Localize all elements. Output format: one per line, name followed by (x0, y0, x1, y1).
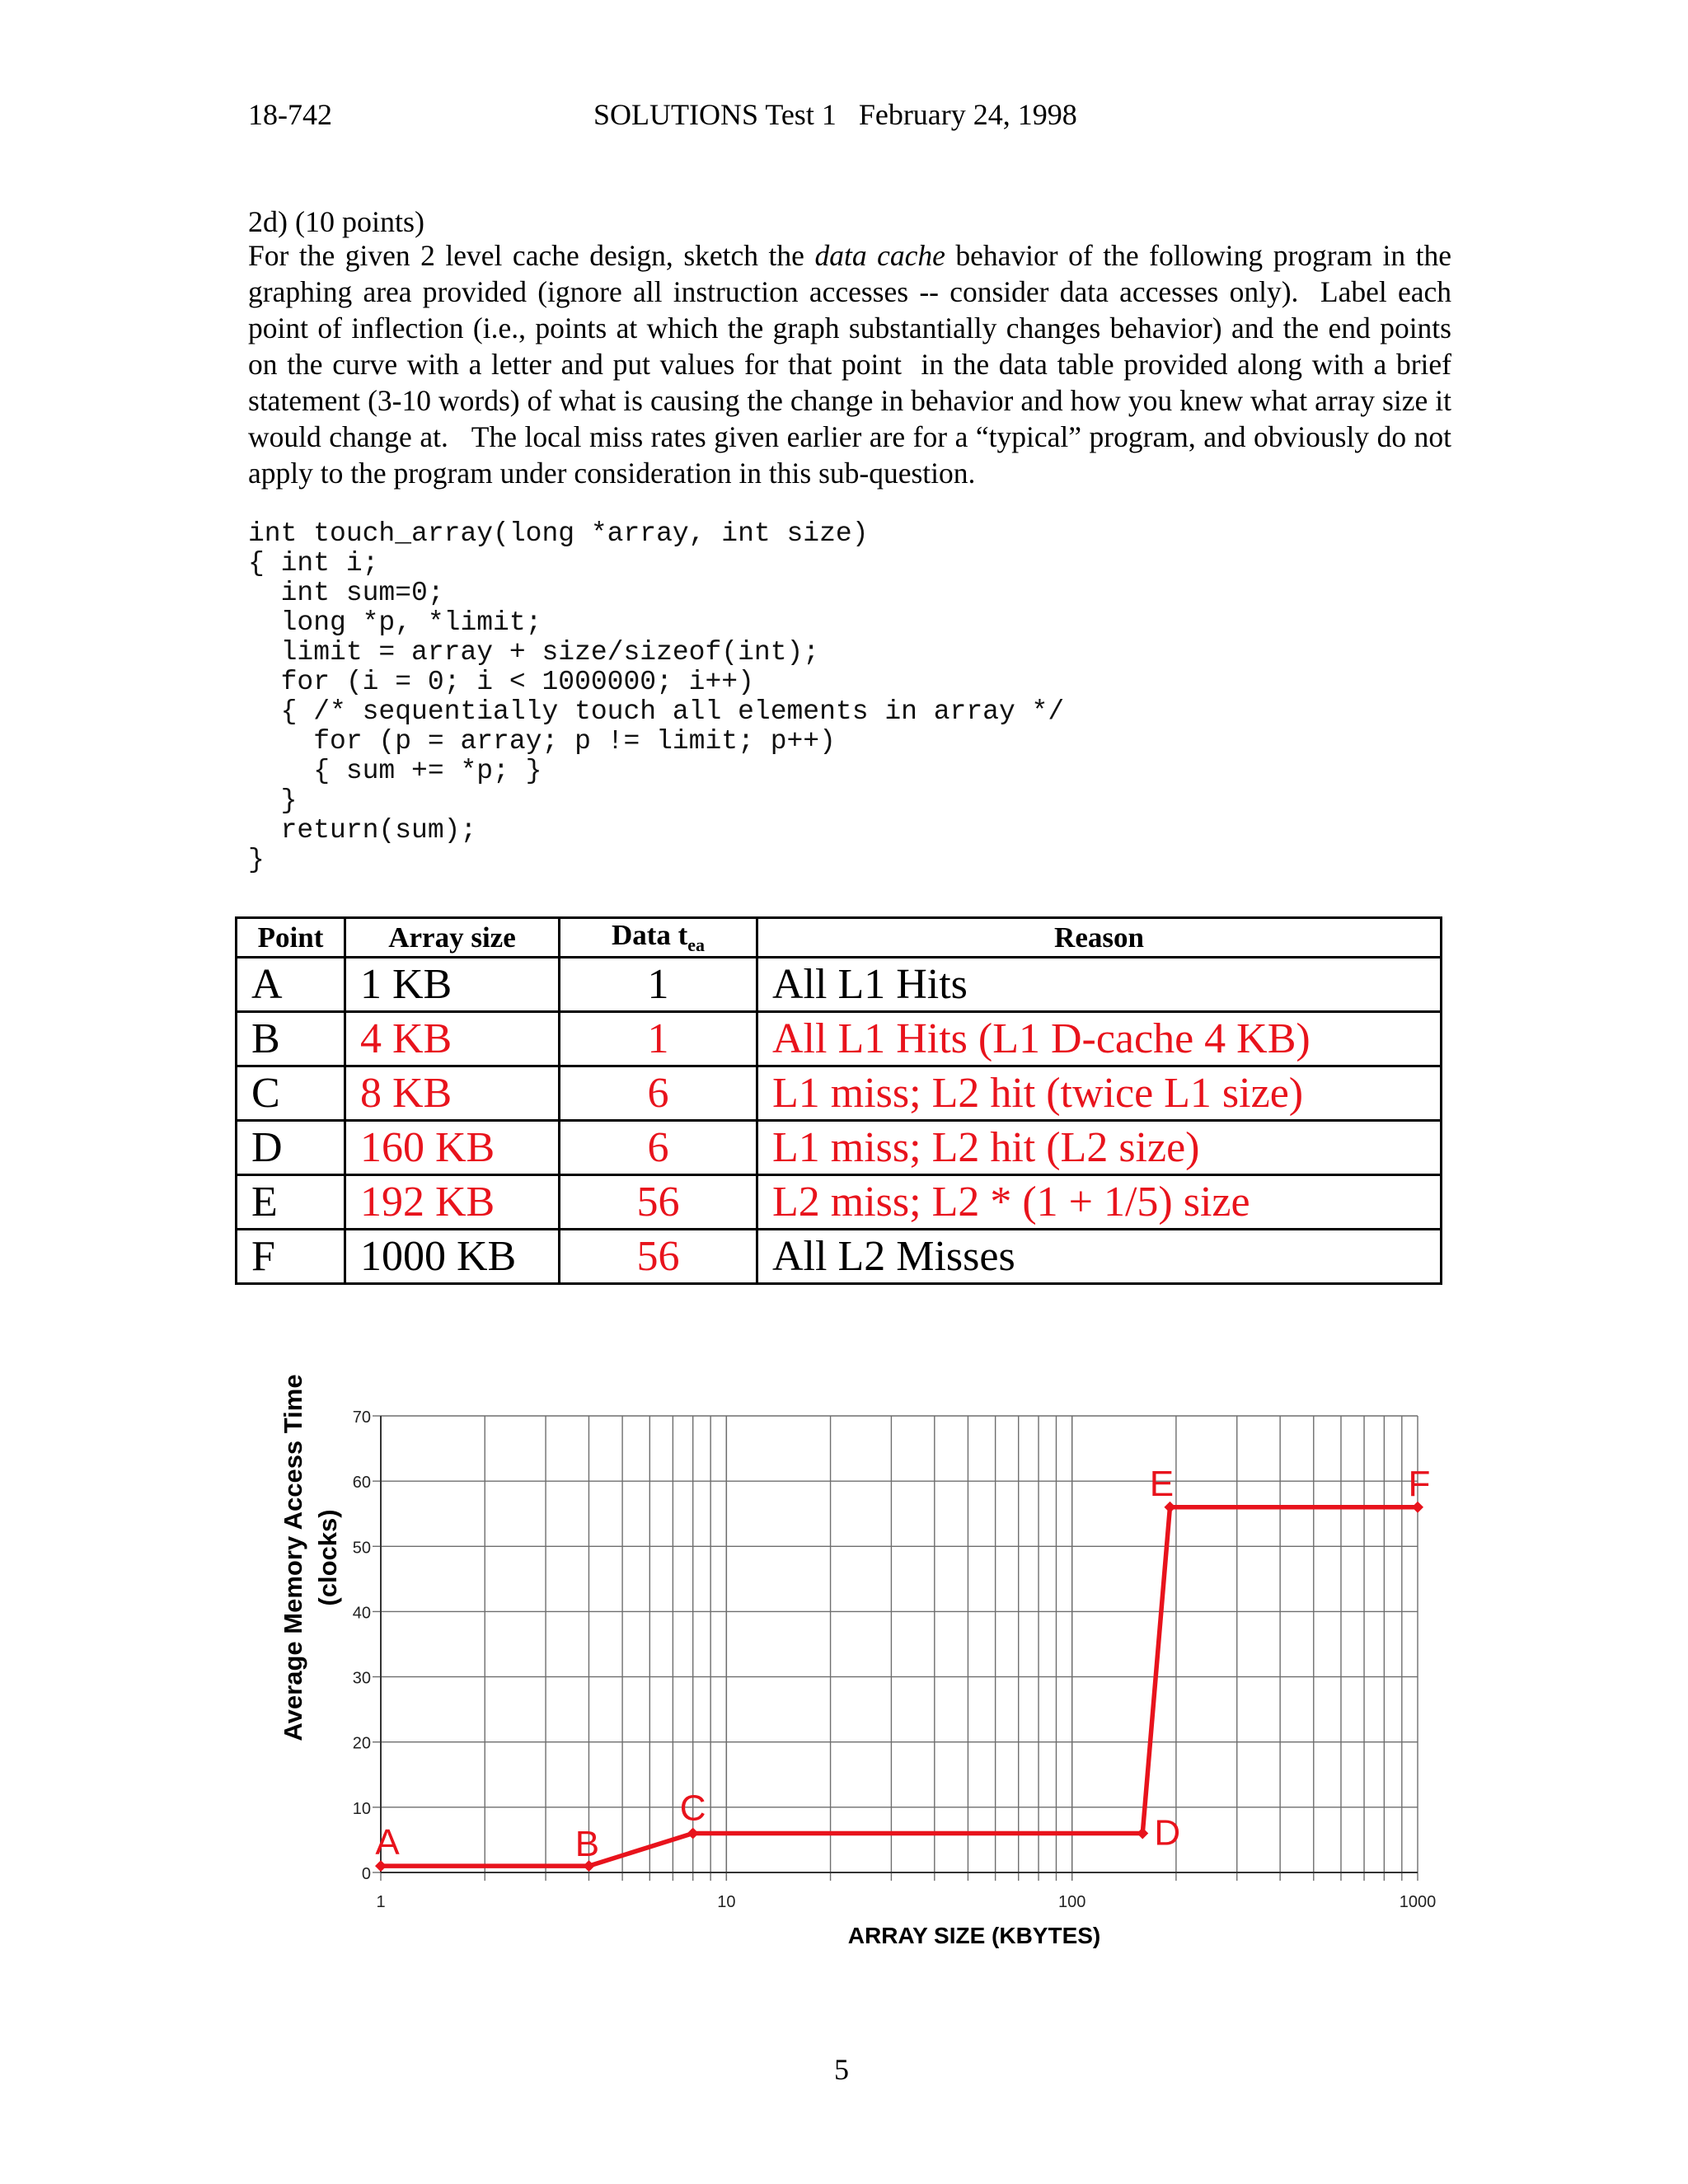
cell-tea: 1 (560, 958, 757, 1012)
cell-tea: 56 (560, 1230, 757, 1284)
point-label: B (574, 1824, 600, 1865)
cell-size: 1000 KB (345, 1230, 560, 1284)
chart-y-axis-label-line2: (clocks) (313, 1509, 342, 1606)
header-point: Point (237, 918, 345, 958)
question-text-start: For the given 2 level cache design, sketch the (248, 239, 815, 272)
x-tick-label: 1 (376, 1893, 386, 1911)
cell-point: A (237, 958, 345, 1012)
cell-tea: 6 (560, 1066, 757, 1121)
header-data-tea-sub: ea (687, 935, 706, 955)
chart-x-axis-label: ARRAY SIZE (KBYTES) (847, 1923, 1101, 1948)
header-reason: Reason (757, 918, 1442, 958)
data-point (687, 1828, 699, 1840)
x-tick-label: 1000 (1399, 1893, 1437, 1911)
cell-reason: All L2 Misses (757, 1230, 1442, 1284)
cell-reason: L1 miss; L2 hit (twice L1 size) (757, 1066, 1442, 1121)
cell-size: 4 KB (345, 1012, 560, 1066)
header-title: SOLUTIONS Test 1 February 24, 1998 (593, 98, 1077, 131)
point-label: A (375, 1822, 400, 1863)
chart-series (375, 1464, 1430, 1872)
y-tick-label: 60 (352, 1474, 371, 1493)
x-tick-label: 10 (717, 1893, 736, 1911)
question-text-emphasis: data cache (814, 239, 945, 272)
point-label: E (1149, 1463, 1175, 1504)
y-tick-label: 50 (352, 1539, 371, 1558)
chart-y-axis-label-line1: Average Memory Access Time (279, 1374, 307, 1741)
chart-grid (381, 1416, 1418, 1872)
header-data-tea-main: Data t (611, 919, 688, 951)
cell-point: B (237, 1012, 345, 1066)
cell-point: F (237, 1230, 345, 1284)
cell-point: D (237, 1121, 345, 1175)
page-number: 5 (834, 2053, 849, 2086)
cell-point: E (237, 1175, 345, 1230)
cell-reason: L1 miss; L2 hit (L2 size) (757, 1121, 1442, 1175)
point-label: F (1408, 1463, 1431, 1504)
chart-tick-labels (353, 1408, 1437, 1911)
series-line (381, 1507, 1418, 1866)
question-text-end: behavior of the following program in the graphing area provided (ignore all instruction accesses -- consider data accesses only). Label each point of inflection (i.e., points at which the graph substantially changes behavior) and the end points on the curve with a letter and put values for that point in the data table provided along with a brief statement (3-10 words) of what is causing the change in behavior and how you knew what array size it would change at. The local miss rates given earlier are for a “typical” program, and obviously do not apply to the program under consideration in this sub-question. (248, 239, 1459, 490)
y-tick-label: 30 (352, 1669, 371, 1688)
point-label: D (1154, 1812, 1181, 1854)
cell-size: 160 KB (345, 1121, 560, 1175)
cell-tea: 6 (560, 1121, 757, 1175)
cell-size: 1 KB (345, 958, 560, 1012)
question-label: 2d) (10 points) (248, 205, 424, 238)
y-tick-label: 70 (352, 1408, 371, 1427)
cell-reason: All L1 Hits (757, 958, 1442, 1012)
cell-tea: 56 (560, 1175, 757, 1230)
data-point (1137, 1828, 1148, 1840)
cell-size: 192 KB (345, 1175, 560, 1230)
cell-size: 8 KB (345, 1066, 560, 1121)
y-tick-label: 10 (352, 1799, 371, 1818)
y-tick-label: 20 (352, 1734, 371, 1753)
cell-reason: L2 miss; L2 * (1 + 1/5) size (757, 1175, 1442, 1230)
cell-reason: All L1 Hits (L1 D-cache 4 KB) (757, 1012, 1442, 1066)
y-tick-label: 40 (352, 1604, 371, 1623)
cell-point: C (237, 1066, 345, 1121)
cell-tea: 1 (560, 1012, 757, 1066)
x-tick-label: 100 (1057, 1893, 1086, 1911)
code-listing: int touch_array(long *array, int size) { int i; int sum=0; long *p, *limit; limit = array + size/sizeof(int); for (i = 0; i < 1000000; i++) { /* sequentially touch all elements in array */ for (p = array; p != limit; p++) { sum += *p; } } return(sum); } (248, 518, 1065, 875)
y-tick-label: 0 (361, 1865, 371, 1883)
chart-axes (373, 1416, 1418, 1881)
point-label: C (679, 1788, 706, 1829)
header-course: 18-742 (248, 98, 332, 131)
header-array-size: Array size (345, 918, 560, 958)
